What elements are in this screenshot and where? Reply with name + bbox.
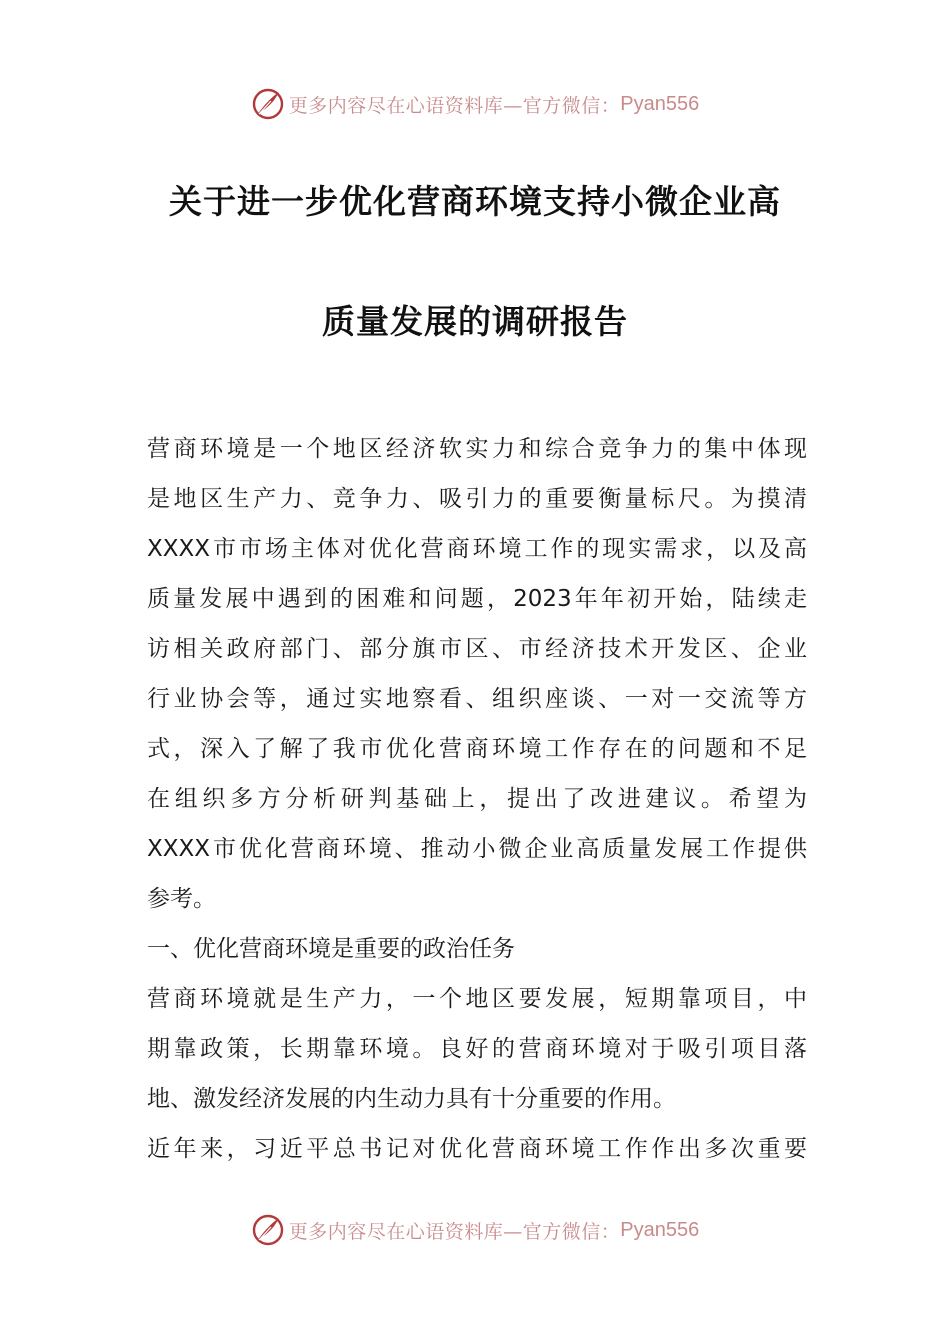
- watermark-text: 更多内容尽在心语资料库—官方微信：: [288, 1220, 621, 1243]
- body-line: XXXX市优化营商环境、推动小微企业高质量发展工作提供: [147, 836, 807, 862]
- document-body: [147, 424, 807, 1174]
- body-line: 地、激发经济发展的内生动力具有十分重要的作用。: [147, 1086, 676, 1112]
- body-line: 近年来，习近平总书记对优化营商环境工作作出多次重要: [147, 1136, 807, 1162]
- header-watermark: [0, 84, 950, 124]
- watermark-id: Pyan556: [620, 92, 700, 115]
- body-line: 质量发展中遇到的困难和问题，2023年年初开始，陆续走: [147, 586, 807, 612]
- footer-watermark: [0, 1210, 950, 1250]
- body-line: 访相关政府部门、部分旗市区、市经济技术开发区、企业: [147, 636, 807, 662]
- document-title-line-2: 质量发展的调研报告: [322, 302, 628, 341]
- quill-logo-icon: [251, 87, 285, 121]
- body-line: 参考。: [147, 886, 216, 912]
- quill-logo-icon: [251, 1213, 285, 1247]
- document-title-line-1: 关于进一步优化营商环境支持小微企业高: [169, 182, 781, 221]
- section-heading: 一、优化营商环境是重要的政治任务: [147, 936, 515, 962]
- body-line: 在组织多方分析研判基础上，提出了改进建议。希望为: [147, 786, 807, 812]
- body-line: 营商环境是一个地区经济软实力和综合竞争力的集中体现: [147, 436, 807, 462]
- watermark-text: 更多内容尽在心语资料库—官方微信：: [288, 94, 621, 117]
- body-line: 营商环境就是生产力，一个地区要发展，短期靠项目，中: [147, 986, 807, 1012]
- body-line: 期靠政策，长期靠环境。良好的营商环境对于吸引项目落: [147, 1036, 807, 1062]
- body-line: XXXX市市场主体对优化营商环境工作的现实需求，以及高: [147, 536, 807, 562]
- watermark-id: Pyan556: [620, 1218, 700, 1241]
- body-line: 式，深入了解了我市优化营商环境工作存在的问题和不足: [147, 736, 807, 762]
- body-line: 行业协会等，通过实地察看、组织座谈、一对一交流等方: [147, 686, 807, 712]
- body-line: 是地区生产力、竞争力、吸引力的重要衡量标尺。为摸清: [147, 486, 807, 512]
